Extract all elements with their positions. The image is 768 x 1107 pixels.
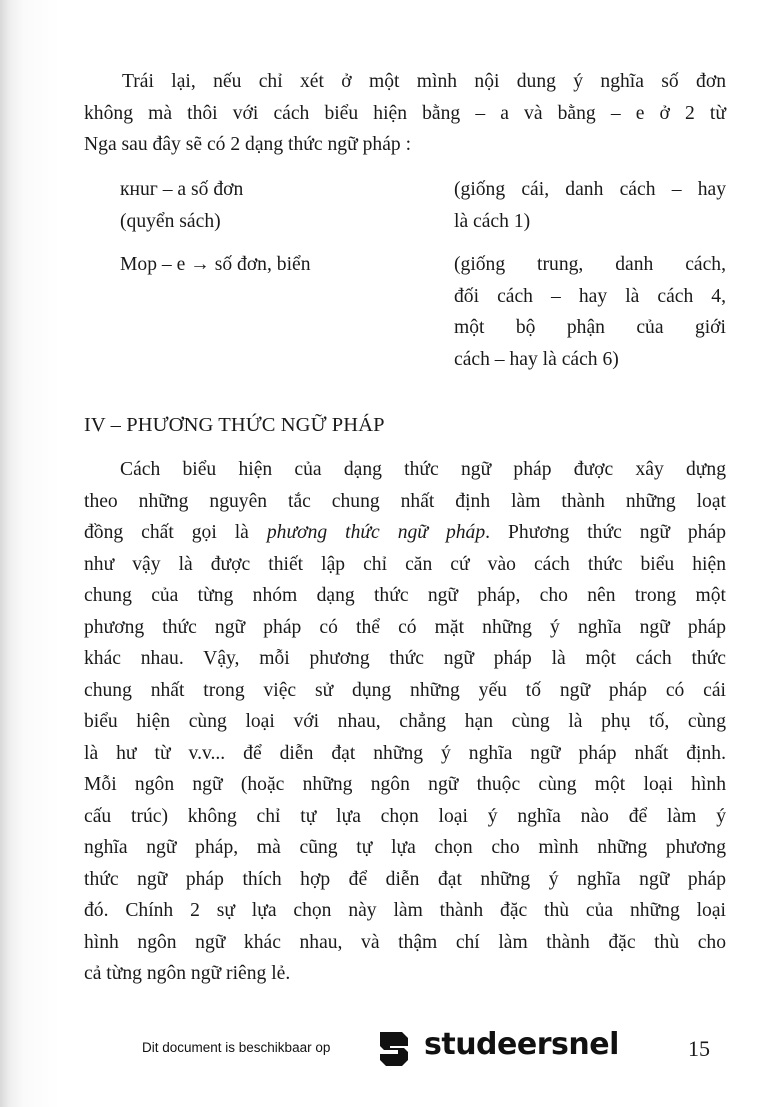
example-gloss <box>454 249 726 375</box>
text-line: cả từng ngôn ngữ riêng lẻ. <box>84 963 291 984</box>
page-footer <box>0 1024 768 1074</box>
section-heading: IV – PHƯƠNG THỨC NGỮ PHÁP <box>84 414 385 436</box>
text-line <box>84 517 726 549</box>
example-gloss-line: cách – hay là cách 6) <box>454 348 619 370</box>
example-gloss-line: một bộ phận của giới <box>454 317 726 338</box>
example-gloss <box>454 174 726 237</box>
text-line: Nga sau đây sẽ có 2 dạng thức ngữ pháp : <box>84 134 412 155</box>
example-word <box>120 249 440 281</box>
text-line: khác nhau. Vậy, mỗi phương thức ngữ pháp là một cách thức <box>84 648 726 669</box>
text-line: cấu trúc) không chỉ tự lựa chọn loại ý nghĩa nào để làm ý <box>84 805 726 827</box>
text-line: như vậy là được thiết lập chỉ căn cứ vào cách thức biểu hiện <box>84 553 726 575</box>
text-line: biểu hiện cùng loại với nhau, chẳng hạn cùng là phụ tố, cùng <box>84 711 726 732</box>
text-line: là hư từ v.v... để diễn đạt những ý nghĩa ngữ pháp nhất định. <box>84 742 726 764</box>
example-word-line: Mop – e → số đơn, biển <box>120 254 311 275</box>
text-run: . Phương thức ngữ pháp <box>485 522 727 543</box>
availability-note: Dit document is beschikbaar op <box>142 1040 331 1055</box>
italic-term: phương thức ngữ pháp <box>266 522 486 543</box>
example-row <box>120 249 726 375</box>
text-line: đó. Chính 2 sự lựa chọn này làm thành đặc thù của những loại <box>84 900 726 921</box>
example-gloss-line: đối cách – hay là cách 4, <box>454 285 726 307</box>
text-line: chung nhất trong việc sử dụng những yếu tố ngữ pháp có cái <box>84 679 726 701</box>
studeersnel-logo-icon[interactable] <box>372 1028 412 1068</box>
page-number: 15 <box>688 1036 710 1061</box>
text-line: Cách biểu hiện của dạng thức ngữ pháp được xây dựng <box>120 459 726 480</box>
example-word-line: (quyển sách) <box>120 210 221 232</box>
example-row <box>120 174 726 237</box>
text-line: nghĩa ngữ pháp, mà cũng tự lựa chọn cho mình những phương <box>84 837 726 858</box>
text-line: thức ngữ pháp thích hợp để diễn đạt những ý nghĩa ngữ pháp <box>84 868 726 890</box>
example-gloss-line: (giống trung, danh cách, <box>454 254 726 275</box>
text-line: theo những nguyên tắc chung nhất định làm thành những loạt <box>84 490 726 512</box>
brand-name[interactable]: studeersnel <box>424 1027 619 1062</box>
text-line: Mỗi ngôn ngữ (hoặc những ngôn ngữ thuộc cùng một loại hình <box>84 774 726 795</box>
paragraph-intro <box>84 66 726 161</box>
example-word <box>120 174 440 237</box>
text-line: chung của từng nhóm dạng thức ngữ pháp, cho nên trong một <box>84 585 726 606</box>
example-table <box>120 174 726 375</box>
text-line: hình ngôn ngữ khác nhau, và thậm chí làm thành đặc thù cho <box>84 931 726 953</box>
example-gloss-line: là cách 1) <box>454 210 531 232</box>
example-word-line: кнuг – a số đơn <box>120 179 244 200</box>
text-line: Trái lại, nếu chỉ xét ở một mình nội dung ý nghĩa số đơn <box>122 71 726 92</box>
paragraph-body <box>84 454 726 990</box>
text-line: phương thức ngữ pháp có thể có mặt những ý nghĩa ngữ pháp <box>84 616 726 638</box>
text-run: đồng chất gọi là <box>84 522 267 543</box>
example-gloss-line: (giống cái, danh cách – hay <box>454 179 726 200</box>
text-line: không mà thôi với cách biểu hiện bằng – a và bằng – e ở 2 từ <box>84 102 726 124</box>
